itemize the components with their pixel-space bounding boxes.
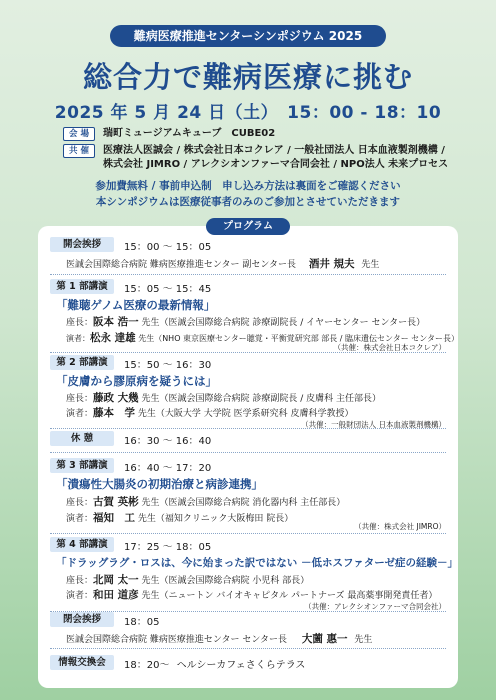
lecture3-sponsor: （共催：株式会社 JIMRO） [354, 522, 446, 531]
opening-org: 医誠会国際総合病院 難病医療推進センター 副センター長 [66, 260, 297, 270]
divider [50, 452, 446, 453]
page-title: 総合力で難病医療に挑む [82, 60, 413, 94]
lecture3-chair [66, 494, 345, 509]
lecture4-title: 「ドラッグラグ・ロスは、今に始まった訳ではない －低ホスファターゼ症の経験－」 [56, 557, 459, 569]
lecture2-time: 15：50 ～ 16：30 [124, 360, 212, 371]
networking-time: 18：20～ [124, 660, 170, 671]
lecture3-speaker-detail: 先生（福知クリニック大阪梅田 院長） [137, 514, 294, 524]
venue-row [63, 127, 275, 141]
closing-tag: 閉会挨拶 [50, 612, 114, 627]
divider [50, 274, 446, 275]
lecture3-chair-name: 古賀 英彬 [93, 496, 139, 508]
lecture1-chair [66, 314, 425, 329]
lecture1-chair-role: 座長： [66, 318, 94, 328]
lecture4-speaker-name: 和田 道彦 [93, 589, 139, 601]
lecture4-chair [66, 572, 309, 587]
opening-honorific: 先生 [361, 260, 380, 270]
cohost-line-1: 医療法人医誠会 / 株式会社日本コクレア / 一般社団法人 日本血液製剤機構 / [103, 145, 445, 156]
divider [50, 533, 446, 534]
break-time: 16：30 ～ 16：40 [124, 436, 212, 447]
event-banner: 難病医療推進センターシンポジウム 2025 [110, 25, 386, 47]
lecture4-tag: 第 4 部講演 [50, 537, 114, 552]
lecture3-title: 「潰瘍性大腸炎の初期治療と病診連携」 [56, 477, 263, 491]
event-date: 2025 年 5 月 24 日（土） 15：00 - 18：10 [54, 103, 442, 123]
lecture1-speaker-role: 演者： [66, 334, 90, 343]
lecture4-speaker-detail: 先生（ニュートン バイオキャピタル パートナーズ 最高薬事開発責任者） [141, 591, 438, 601]
venue-tag: 会 場 [63, 127, 95, 141]
lecture1-sponsor: （共催：株式会社日本コクレア） [333, 343, 446, 352]
notice-line-1: 参加費無料 / 事前申込制 申し込み方法は裏面をご確認ください [95, 180, 401, 192]
closing-name: 大薗 惠一 [301, 633, 348, 645]
closing-time: 18：05 [124, 617, 160, 628]
closing-org: 医誠会国際総合病院 難病医療推進センター センター長 [66, 635, 288, 645]
lecture2-speaker-name: 藤本 学 [93, 407, 136, 419]
cohost-line-2: 株式会社 JIMRO / アレクシオンファーマ合同会社 / NPO法人 未来プロセス [103, 158, 449, 170]
cohost-tag: 共 催 [63, 144, 95, 158]
divider [50, 352, 446, 353]
lecture4-speaker [66, 587, 437, 602]
lecture2-chair [66, 390, 381, 405]
lecture3-speaker-role: 演者： [66, 514, 94, 524]
lecture4-chair-role: 座長： [66, 576, 94, 586]
lecture1-tag: 第 1 部講演 [50, 279, 114, 294]
lecture3-speaker [66, 510, 293, 525]
break-tag: 休 憩 [50, 431, 114, 446]
program-tab: プログラム [206, 218, 290, 235]
lecture2-tag: 第 2 部講演 [50, 355, 114, 370]
lecture4-speaker-role: 演者： [66, 591, 94, 601]
lecture1-speaker-detail: 先生（NHO 東京医療センター聴覚・平衡覚研究部 部長 / 臨床遺伝センター センター長） [138, 334, 459, 343]
lecture1-speaker-name: 松永 達雄 [90, 332, 136, 344]
lecture4-sponsor: （共催：アレクシオンファーマ合同会社） [304, 602, 446, 611]
divider [50, 648, 446, 649]
lecture1-chair-detail: 先生（医誠会国際総合病院 診療副院長 / イヤーセンター センター長） [141, 318, 426, 328]
networking-place: ヘルシーカフェさくらテラス [176, 660, 306, 671]
closing-speaker [66, 631, 372, 646]
lecture2-speaker-detail: 先生（大阪大学 大学院 医学系研究科 皮膚科学教授） [137, 409, 354, 419]
lecture4-time: 17：25 ～ 18：05 [124, 542, 212, 553]
lecture3-speaker-name: 福知 工 [93, 512, 136, 524]
lecture3-time: 16：40 ～ 17：20 [124, 463, 212, 474]
cohost-block [95, 144, 448, 171]
divider [50, 428, 446, 429]
lecture1-title: 「難聴ゲノム医療の最新情報」 [56, 298, 216, 312]
lecture2-speaker-role: 演者： [66, 409, 94, 419]
networking-info [124, 656, 305, 671]
lecture2-speaker [66, 405, 353, 420]
lecture1-time: 15：05 ～ 15：45 [124, 284, 212, 295]
networking-tag: 情報交換会 [50, 655, 114, 670]
lecture2-title: 「皮膚から膠原病を疑うには」 [56, 374, 217, 388]
lecture1-chair-name: 阪本 浩一 [93, 316, 139, 328]
lecture3-chair-detail: 先生（医誠会国際総合病院 消化器内科 主任部長） [141, 498, 346, 508]
lecture4-chair-name: 北岡 太一 [93, 574, 139, 586]
opening-tag: 開会挨拶 [50, 237, 114, 252]
lecture3-tag: 第 3 部講演 [50, 458, 114, 473]
lecture3-chair-role: 座長： [66, 498, 94, 508]
lecture4-chair-detail: 先生（医誠会国際総合病院 小児科 部長） [141, 576, 310, 586]
lecture2-sponsor: （共催：一般財団法人 日本血液製剤機構） [301, 420, 446, 429]
lecture2-chair-name: 藤政 大幾 [93, 392, 139, 404]
closing-honorific: 先生 [354, 635, 373, 645]
opening-time: 15：00 ～ 15：05 [124, 242, 212, 253]
lecture2-chair-detail: 先生（医誠会国際総合病院 診療副院長 / 皮膚科 主任部長） [141, 394, 382, 404]
venue-text: 瑞町ミュージアムキューブ CUBE02 [103, 128, 276, 139]
notice-line-2: 本シンポジウムは医療従事者のみのご参加とさせていただきます [95, 196, 401, 208]
cohost-row [63, 144, 448, 171]
lecture2-chair-role: 座長： [66, 394, 94, 404]
opening-name: 酒井 規夫 [308, 258, 355, 270]
opening-speaker [66, 256, 379, 271]
